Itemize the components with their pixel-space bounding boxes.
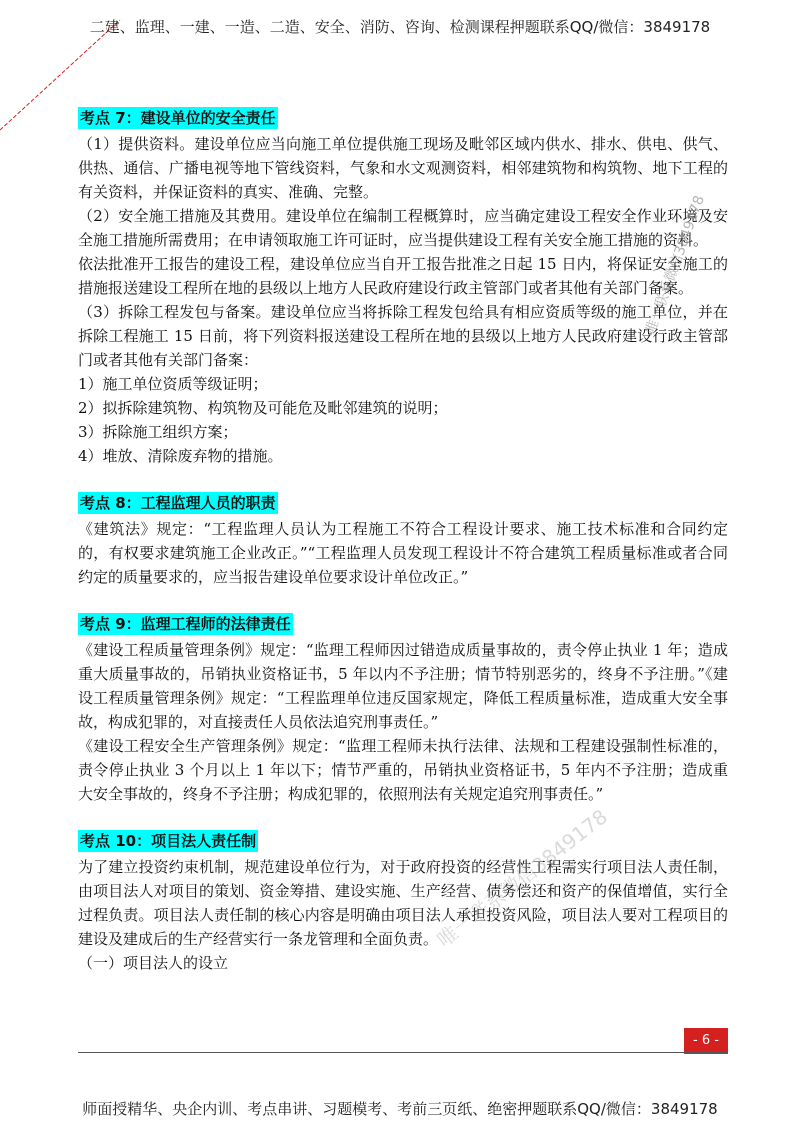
watermark: 唯一联系微信3849178 bbox=[642, 193, 708, 337]
list-item: 3）拆除施工组织方案； bbox=[78, 423, 238, 441]
document-body bbox=[78, 106, 728, 998]
paragraph: 《建设工程安全生产管理条例》规定：“监理工程师未执行法律、法规和工程建设强制性标准的，责令停止执业 3 个月以上 1 年以下；情节严重的，吊销执业资格证书，5 年内不予注册；造成重大安全事故的，终身不予注册；构成犯罪的，依照刑法有关规定追究刑事责任。” bbox=[78, 737, 728, 803]
section-exam-point-10 bbox=[78, 829, 728, 975]
section-heading: 考点 7：建设单位的安全责任 bbox=[80, 109, 276, 127]
section-exam-point-8 bbox=[78, 491, 728, 589]
page-footer: 师面授精华、央企内训、考点串讲、习题模考、考前三页纸、绝密押题联系QQ/微信：3849178 bbox=[82, 1100, 718, 1118]
paragraph: 依法批准开工报告的建设工程，建设单位应当自开工报告批准之日起 15 日内，将保证安全施工的措施报送建设工程所在地的县级以上地方人民政府建设行政主管部门或者其他有关部门备案。 bbox=[78, 255, 728, 297]
list-item: 2）拟拆除建筑物、构筑物及可能危及毗邻建筑的说明； bbox=[78, 399, 448, 417]
page-number: - 6 - bbox=[684, 1028, 728, 1054]
paragraph: （一）项目法人的设立 bbox=[78, 954, 229, 972]
paragraph: （3）拆除工程发包与备案。建设单位应当将拆除工程发包给具有相应资质等级的施工单位，并在拆除工程施工 15 日前，将下列资料报送建设工程所在地的县级以上地方人民政府建设行政主管部门或者其他有关部门备案： bbox=[78, 303, 728, 369]
section-heading: 考点 9：监理工程师的法律责任 bbox=[80, 615, 291, 633]
list-item: 4）堆放、清除废弃物的措施。 bbox=[78, 447, 283, 465]
paragraph: 《建设工程质量管理条例》规定：“监理工程师因过错造成质量事故的，责令停止执业 1 年；造成重大质量事故的，吊销执业资格证书，5 年以内不予注册；情节特别恶劣的，终身不予注册。”《建设工程质量管理条例》规定：“工程监理单位违反国家规定，降低工程质量标准，造成重大安全事故，构成犯罪的，对直接责任人员依法追究刑事责任。” bbox=[78, 641, 728, 731]
watermark: 唯一联系微信3849178 bbox=[432, 804, 612, 953]
paragraph: 《建筑法》规定：“工程监理人员认为工程施工不符合工程设计要求、施工技术标准和合同约定的，有权要求建筑施工企业改正。”“工程监理人员发现工程设计不符合建筑工程质量标准或者合同约定的质量要求的，应当报告建设单位要求设计单位改正。” bbox=[78, 520, 728, 586]
paragraph: （2）安全施工措施及其费用。建设单位在编制工程概算时，应当确定建设工程安全作业环境及安全施工措施所需费用；在申请领取施工许可证时，应当提供建设工程有关安全施工措施的资料。 bbox=[78, 207, 728, 249]
paragraph: 为了建立投资约束机制，规范建设单位行为，对于政府投资的经营性工程需实行项目法人责任制，由项目法人对项目的策划、资金筹措、建设实施、生产经营、债务偿还和资产的保值增值，实行全过程负责。项目法人责任制的核心内容是明确由项目法人承担投资风险，项目法人要对工程项目的建设及建成后的生产经营实行一条龙管理和全面负责。 bbox=[78, 858, 728, 948]
section-heading: 考点 10：项目法人责任制 bbox=[80, 832, 257, 850]
list-item: 1）施工单位资质等级证明； bbox=[78, 375, 268, 393]
page-header: 二建、监理、一建、一造、二造、安全、消防、咨询、检测课程押题联系QQ/微信：3849178 bbox=[89, 18, 711, 36]
section-exam-point-7 bbox=[78, 106, 728, 468]
section-exam-point-9 bbox=[78, 612, 728, 806]
paragraph: （1）提供资料。建设单位应当向施工单位提供施工现场及毗邻区域内供水、排水、供电、供气、供热、通信、广播电视等地下管线资料，气象和水文观测资料，相邻建筑物和构筑物、地下工程的有关资料，并保证资料的真实、准确、完整。 bbox=[78, 135, 728, 201]
section-heading: 考点 8：工程监理人员的职责 bbox=[80, 494, 276, 512]
footer-divider bbox=[78, 1052, 728, 1053]
